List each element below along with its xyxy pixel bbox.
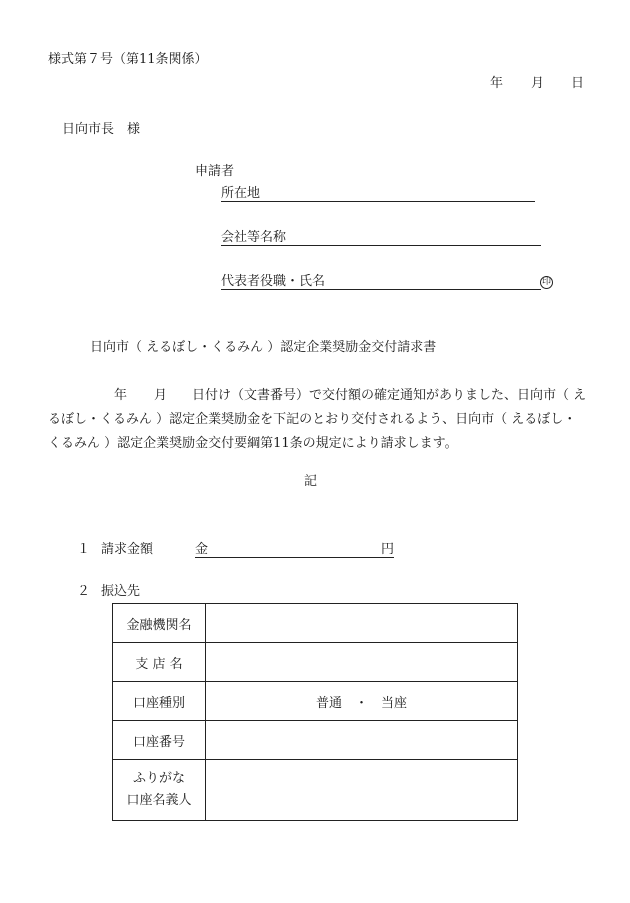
body-line-3: くるみん ）認定企業奨励金交付要綱第11条の規定により請求します。 [48, 436, 458, 451]
item-2-label: 振込先 [101, 584, 141, 599]
body-line-1 [48, 384, 588, 408]
address-underline [221, 201, 535, 202]
company-name-label: 会社等名称 [221, 230, 287, 245]
account-number-value [206, 721, 518, 760]
address-label: 所在地 [221, 186, 261, 201]
item-2-number: ２ [77, 584, 91, 599]
applicant-heading: 申請者 [195, 164, 235, 179]
document-title: 日向市（ えるぼし・くるみん ）認定企業奨励金交付請求書 [90, 340, 437, 355]
amount-underline [195, 557, 394, 558]
furigana-label: ふりがな [132, 771, 185, 786]
date-day-label: 日 [571, 76, 585, 91]
branch-name-label: 支 店 名 [113, 643, 206, 682]
date-year-label: 年 [490, 76, 504, 91]
ki-heading: 記 [304, 474, 318, 489]
amount-prefix: 金 [195, 542, 209, 557]
account-type-value: 普通 ・ 当座 [206, 682, 518, 721]
bank-account-table [112, 603, 518, 821]
form-number: 様式第７号（第11条関係） [48, 52, 208, 67]
table-row [113, 760, 518, 821]
body-paragraph [48, 384, 588, 456]
account-holder-name-label: 口座名義人 [126, 793, 192, 808]
representative-underline [221, 289, 541, 290]
addressee: 日向市長 様 [62, 122, 141, 137]
company-name-underline [221, 245, 541, 246]
account-type-label: 口座種別 [113, 682, 206, 721]
table-row [113, 643, 518, 682]
bank-name-label: 金融機関名 [113, 604, 206, 643]
representative-label: 代表者役職・氏名 [221, 274, 326, 289]
body-line-1-text: 日付け（文書番号）で交付額の確定通知がありました、日向市（ え [192, 388, 587, 403]
body-line-2: るぼし・くるみん ）認定企業奨励金を下記のとおり交付されるよう、日向市（ えるぼし・ [48, 412, 577, 427]
table-row [113, 604, 518, 643]
account-number-label: 口座番号 [113, 721, 206, 760]
account-holder-label [113, 760, 206, 821]
amount-suffix: 円 [381, 542, 395, 557]
table-row [113, 721, 518, 760]
table-row [113, 682, 518, 721]
body-month-label: 月 [154, 388, 168, 403]
bank-name-value [206, 604, 518, 643]
body-year-label: 年 [114, 388, 128, 403]
seal-mark: 印 [541, 277, 551, 287]
date-month-label: 月 [531, 76, 545, 91]
item-1-number: １ [77, 542, 91, 557]
branch-name-value [206, 643, 518, 682]
account-holder-value [206, 760, 518, 821]
item-1-label: 請求金額 [101, 542, 154, 557]
